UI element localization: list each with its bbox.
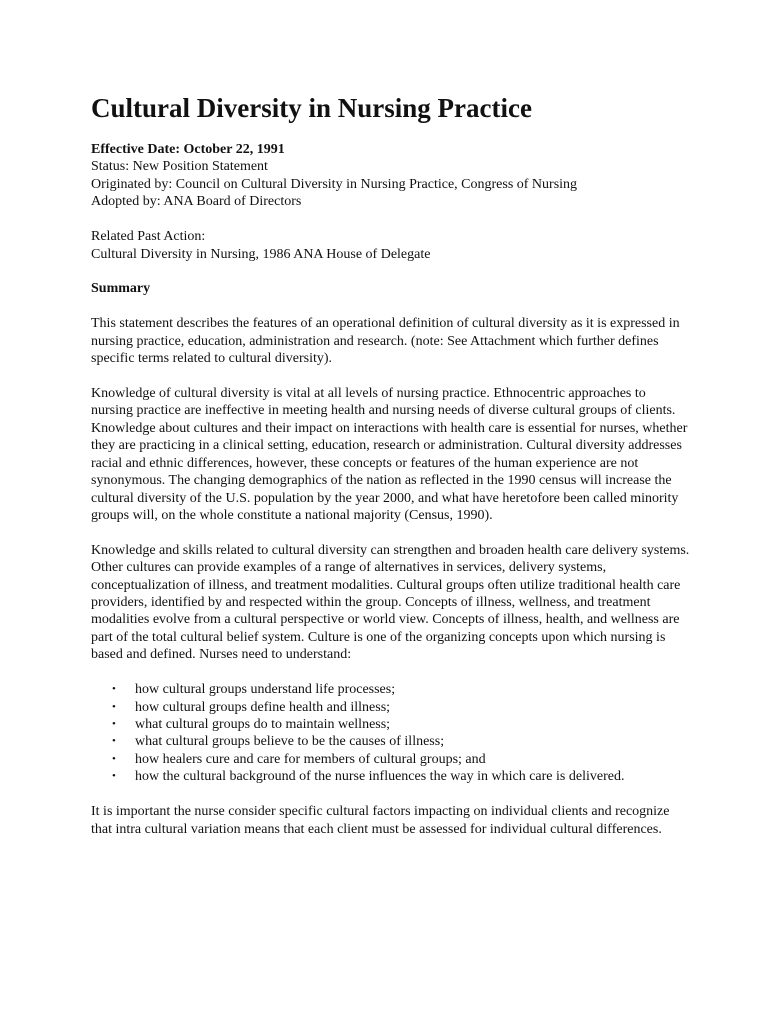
related-action-block <box>91 228 691 263</box>
bullet-icon: • <box>112 752 116 765</box>
list-item-text: how healers cure and care for members of cultural groups; and <box>135 751 486 767</box>
summary-heading: Summary <box>91 281 151 297</box>
list-item-text: how the cultural background of the nurse influences the way in which care is delivered. <box>135 769 625 785</box>
list-item <box>112 699 691 716</box>
list-item <box>112 681 691 698</box>
list-item-text: how cultural groups define health and illness; <box>135 699 391 715</box>
list-item-text: how cultural groups understand life processes; <box>135 682 396 698</box>
list-item <box>112 716 691 733</box>
originated-by-line: Originated by: Council on Cultural Diversity in Nursing Practice, Congress of Nursing <box>91 176 578 192</box>
bullet-icon: • <box>112 700 116 713</box>
bullet-icon: • <box>112 770 116 783</box>
document-page <box>91 92 691 838</box>
list-item <box>112 733 691 750</box>
effective-date: Effective Date: October 22, 1991 <box>91 142 285 157</box>
list-item <box>112 768 691 785</box>
document-title: Cultural Diversity in Nursing Practice <box>91 93 532 123</box>
paragraph-intro: This statement describes the features of an operational definition of cultural diversity as it is expressed in nursing practice, education, administration and research. (note: See Attachment which further defines specific terms related to cultural diversity). <box>91 316 680 367</box>
paragraph-knowledge: Knowledge of cultural diversity is vital at all levels of nursing practice. Ethnocentric approaches to nursing practice are ineffective in meeting health and nursing needs of diverse cultural groups of clients. Knowledge about cultures and their impact on interactions with health care is essential for nurses, whether they are practicing in a clinical setting, education, research or administration. Cultural diversity addresses racial and ethnic differences, however, these concepts or features of the human experience are not synonymous. The changing demographics of the nation as reflected in the 1990 census will increase the cultural diversity of the U.S. population by the year 2000, and what have heretofore been called minority groups will, on the whole constitute a national majority (Census, 1990). <box>91 386 688 523</box>
paragraph-conclusion: It is important the nurse consider specific cultural factors impacting on individual clients and recognize that intra cultural variation means that each client must be assessed for individual cultural differences. <box>91 804 670 837</box>
bullet-icon: • <box>112 683 116 696</box>
list-item-text: what cultural groups do to maintain wellness; <box>135 716 391 732</box>
paragraph-skills: Knowledge and skills related to cultural diversity can strengthen and broaden health care delivery systems. Other cultures can provide examples of a range of alternatives in services, delivery systems, conceptualization of illness, and treatment modalities. Cultural groups often utilize traditional health care providers, identified by and respected within the group. Concepts of illness, wellness, and treatment modalities evolve from a cultural perspective or world view. Concepts of illness, health, and wellness are part of the total cultural belief system. Culture is one of the organizing concepts upon which nursing is based and defined. Nurses need to understand: <box>91 542 690 663</box>
related-action-value: Cultural Diversity in Nursing, 1986 ANA House of Delegate <box>91 246 431 262</box>
list-item-text: what cultural groups believe to be the causes of illness; <box>135 734 445 750</box>
metadata-block <box>91 141 691 211</box>
status-line: Status: New Position Statement <box>91 159 268 175</box>
list-item <box>112 751 691 768</box>
understanding-list <box>91 681 691 785</box>
related-action-label: Related Past Action: <box>91 229 206 245</box>
bullet-icon: • <box>112 735 116 748</box>
adopted-by-line: Adopted by: ANA Board of Directors <box>91 194 302 210</box>
bullet-icon: • <box>112 717 116 730</box>
